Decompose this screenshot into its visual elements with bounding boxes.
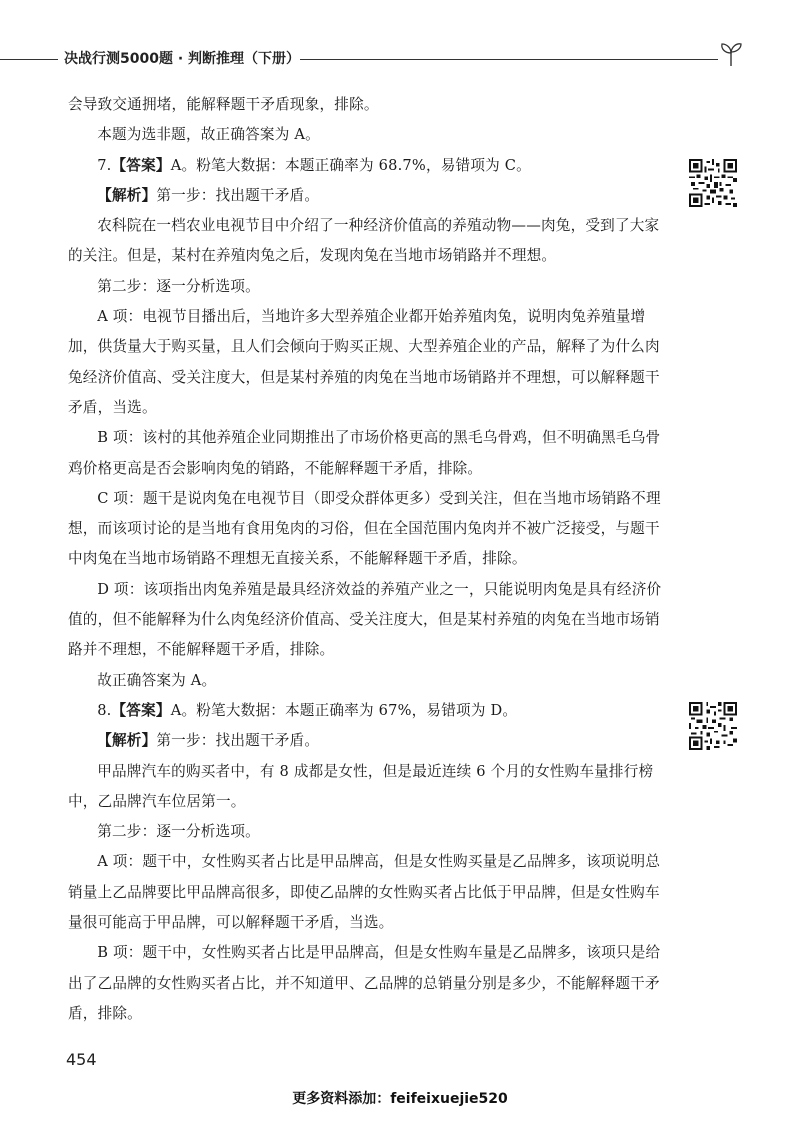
label-marker: 【答案】 xyxy=(111,701,171,719)
page-number: 454 xyxy=(66,1050,97,1069)
header-rule-left xyxy=(0,59,58,60)
analysis-heading: 【解析】第一步：找出题干矛盾。 xyxy=(97,186,320,204)
analysis-heading: 【解析】第一步：找出题干矛盾。 xyxy=(97,732,320,750)
running-header xyxy=(0,44,800,74)
paragraph: 第二步：逐一分析选项。 xyxy=(97,823,260,841)
paragraph: 本题为选非题，故正确答案为 A。 xyxy=(97,126,320,144)
footer-note: 更多资料添加：feifeixuejie520 xyxy=(292,1091,508,1107)
paragraph: 甲品牌汽车的购买者中，有 8 成都是女性，但是最近连续 6 个月的女性购车量排行榜中，乙品牌汽车位居第一。 xyxy=(68,762,654,810)
option-d: D 项：该项指出肉兔养殖是最具经济效益的养殖产业之一，只能说明肉兔是具有经济价值的，但不能解释为什么肉兔经济价值高、受关注度大，但是某村养殖的肉兔在当地市场销路并不理想，不能解释题干矛盾，排除。 xyxy=(68,580,662,659)
qr-code-icon[interactable] xyxy=(689,159,737,207)
qr-code-icon[interactable] xyxy=(689,702,737,750)
header-rule-right xyxy=(300,59,718,60)
label-marker: 【解析】 xyxy=(97,186,157,204)
option-b: B 项：题干中，女性购买者占比是甲品牌高，但是女性购车量是乙品牌多，该项只是给出了乙品牌的女性购买者占比，并不知道甲、乙品牌的总销量分别是多少，不能解释题干矛盾，排除。 xyxy=(68,944,661,1022)
option-b: B 项：该村的其他养殖企业同期推出了市场价格更高的黑毛乌骨鸡，但不明确黑毛乌骨鸡价格更高是否会影响肉兔的销路，不能解释题干矛盾，排除。 xyxy=(68,429,661,477)
option-a: A 项：题干中，女性购买者占比是甲品牌高，但是女性购买量是乙品牌多，该项说明总销量上乙品牌要比甲品牌高很多，即使乙品牌的女性购买者占比低于甲品牌，但是女性购车量很可能高于甲品牌，可以解释题干矛盾，当选。 xyxy=(68,853,661,932)
answer-explanation-text xyxy=(68,90,668,1029)
answer-heading-7: 7.【答案】A。粉笔大数据：本题正确率为 68.7%，易错项为 C。 xyxy=(97,156,531,174)
header-title: 决战行测5000题 · 判断推理（下册） xyxy=(64,51,301,67)
option-a: A 项：电视节目播出后，当地许多大型养殖企业都开始养殖肉兔，说明肉兔养殖量增加，供货量大于购买量，且人们会倾向于购买正规、大型养殖企业的产品，解释了为什么肉兔经济价值高、受关注度大，但是某村养殖的肉兔在当地市场销路并不理想，可以解释题干矛盾，当选。 xyxy=(68,308,660,416)
sprout-icon xyxy=(716,38,746,68)
paragraph: 会导致交通拥堵，能解释题干矛盾现象，排除。 xyxy=(68,96,379,113)
label-marker: 【答案】 xyxy=(111,156,171,174)
paragraph: 故正确答案为 A。 xyxy=(97,671,217,689)
answer-heading-8: 8.【答案】A。粉笔大数据：本题正确率为 67%，易错项为 D。 xyxy=(97,701,518,719)
option-c: C 项：题干是说肉兔在电视节目（即受众群体更多）受到关注，但在当地市场销路不理想，而该项讨论的是当地有食用兔肉的习俗，但在全国范围内兔肉并不被广泛接受，与题干中肉兔在当地市场销路不理想无直接关系，不能解释题干矛盾，排除。 xyxy=(68,489,661,568)
paragraph: 农科院在一档农业电视节目中介绍了一种经济价值高的养殖动物——肉兔，受到了大家的关注。但是，某村在养殖肉兔之后，发现肉兔在当地市场销路并不理想。 xyxy=(68,217,660,265)
paragraph: 第二步：逐一分析选项。 xyxy=(97,277,260,295)
label-marker: 【解析】 xyxy=(97,732,157,750)
